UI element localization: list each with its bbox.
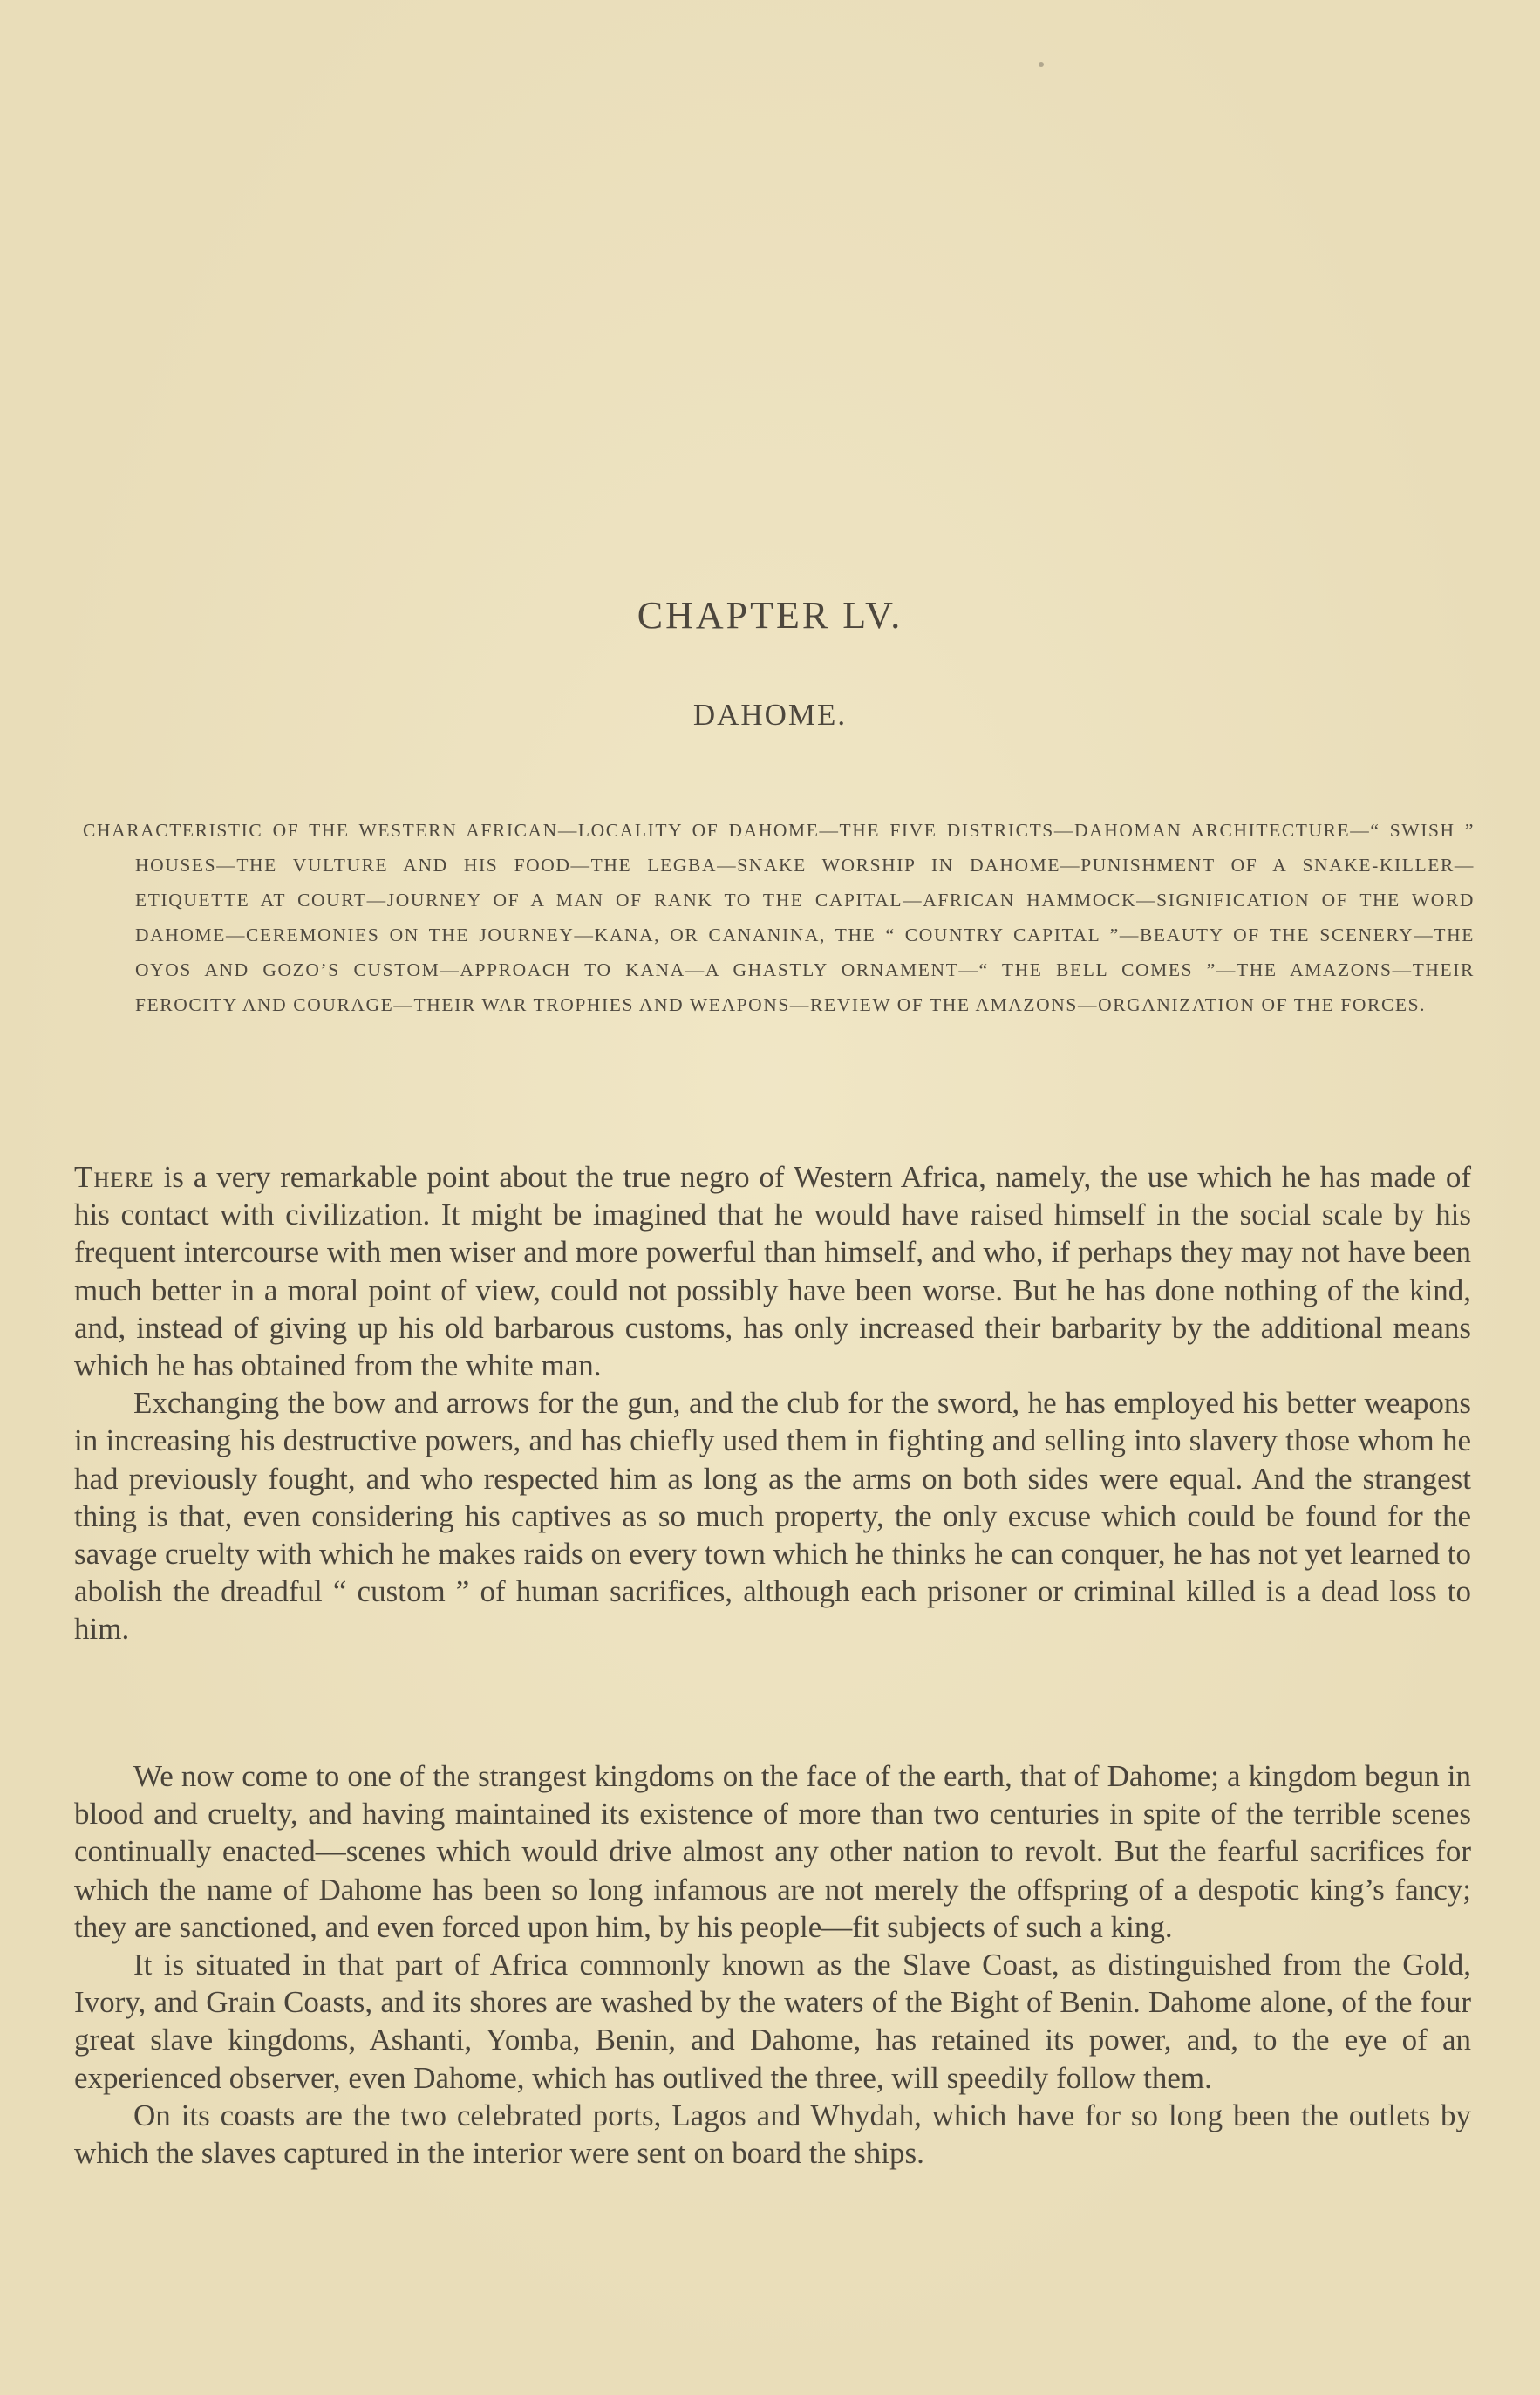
- paragraph-4: It is situated in that part of Africa commonly known as the Slave Coast, as distinguished from the Gold, Ivory, and Grain Coasts, and its shores are washed by the waters of the Bight of Benin. Dahome alone, of the four great slave kingdoms, Ashanti, Yomba, Benin, and Dahome, has retained its power, and, to the eye of an experienced observer, even Dahome, which has outlived the three, will speedily follow them.: [74, 1948, 1471, 2095]
- chapter-synopsis: CHARACTERISTIC OF THE WESTERN AFRICAN—LOCALITY OF DAHOME—THE FIVE DISTRICTS—DAHOMAN ARCHITECTURE—“ SWISH ” HOUSES—THE VULTURE AND HIS FOOD—THE LEGBA—SNAKE WORSHIP IN DAHOME—PUNISHMENT OF A SNAKE-KILLER—ETIQUETTE AT COURT—JOURNEY OF A MAN OF RANK TO THE CAPITAL—AFRICAN HAMMOCK—SIGNIFICATION OF THE WORD DAHOME—CEREMONIES ON THE JOURNEY—KANA, OR CANANINA, THE “ COUNTRY CAPITAL ”—BEAUTY OF THE SCENERY—THE OYOS AND GOZO’S CUSTOM—APPROACH TO KANA—A GHASTLY ORNAMENT—“ THE BELL COMES ”—THE AMAZONS—THEIR FEROCITY AND COURAGE—THEIR WAR TROPHIES AND WEAPONS—REVIEW OF THE AMAZONS—ORGANIZATION OF THE FORCES.: [83, 820, 1475, 1015]
- paper-speck: [1039, 62, 1044, 67]
- body-section-2: [74, 1757, 1471, 2172]
- body-section-1: [74, 1158, 1471, 1648]
- paragraph-5: On its coasts are the two celebrated ports, Lagos and Whydah, which have for so long been the outlets by which the slaves captured in the interior were sent on board the ships.: [74, 2098, 1471, 2171]
- paragraph-1-text: is a very remarkable point about the true negro of Western Africa, namely, the use which he has made of his contact with civilization. It might be imagined that he would have raised himself in the social scale by his frequent intercourse with men wiser and more powerful than himself, and who, if perhaps they may not have been much better in a moral point of view, could not possibly have been worse. But he has done nothing of the kind, and, instead of giving up his old barbarous customs, has only increased their barbarity by the additional means which he has obtained from the white man.: [74, 1160, 1471, 1383]
- paragraph-2: Exchanging the bow and arrows for the gun, and the club for the sword, he has employed his better weapons in increasing his destructive powers, and has chiefly used them in fighting and selling into slavery those whom he had previously fought, and who respected him as long as the arms on both sides were equal. And the strangest thing is that, even considering his captives as so much property, the only excuse which could be found for the savage cruelty with which he makes raids on every town which he thinks he can conquer, he has not yet learned to abolish the dreadful “ custom ” of human sacrifices, although each prisoner or criminal killed is a dead loss to him.: [74, 1386, 1471, 1647]
- paragraph-1: [74, 1158, 1471, 1384]
- drop-lead-word: There: [74, 1160, 154, 1194]
- chapter-subtitle: DAHOME.: [692, 698, 848, 732]
- paragraph-3: We now come to one of the strangest kingdoms on the face of the earth, that of Dahome; a kingdom begun in blood and cruelty, and having maintained its existence of more than two centuries in spite of the terrible scenes continually enacted—scenes which would drive almost any other nation to revolt. But the fearful sacrifices for which the name of Dahome has been so long infamous are not merely the offspring of a despotic king’s fancy; they are sanctioned, and even forced upon him, by his people—fit subjects of such a king.: [74, 1759, 1471, 1944]
- chapter-title: CHAPTER LV.: [637, 594, 903, 637]
